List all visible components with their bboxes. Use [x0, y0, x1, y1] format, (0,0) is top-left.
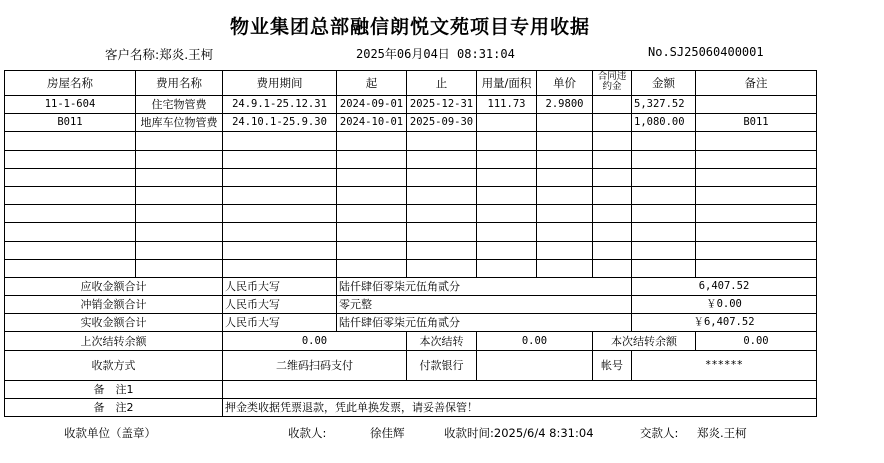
- note-cell: B011: [696, 114, 817, 132]
- column-header: 房屋名称: [5, 71, 136, 96]
- note1-label: 备 注1: [5, 380, 223, 398]
- received-amount: ￥6,407.52: [632, 314, 817, 332]
- empty-row: [5, 223, 817, 241]
- rmb-label: 人民币大写: [223, 314, 337, 332]
- table-row: [5, 114, 817, 132]
- collecting-unit-label: 收款单位（盖章）: [64, 426, 156, 440]
- column-header: 备注: [696, 71, 817, 96]
- room-cell: B011: [5, 114, 136, 132]
- start-cell: 2024-09-01: [337, 96, 407, 114]
- receipt-title: 物业集团总部融信朗悦文苑项目专用收据: [229, 16, 590, 38]
- note2-label: 备 注2: [5, 398, 223, 416]
- payment-bank-value: [477, 350, 593, 380]
- empty-row: [5, 168, 817, 186]
- this-balance-label: 本次结转余额: [593, 332, 696, 350]
- receivable-amount: 6,407.52: [632, 277, 817, 295]
- offset-chinese: 零元整: [337, 296, 632, 314]
- customer-name: 客户名称:郑炎.王柯: [105, 47, 214, 62]
- qty-cell: 111.73: [477, 96, 537, 114]
- price-cell: [537, 114, 593, 132]
- note2-value: 押金类收据凭票退款，凭此单换发票，请妥善保管！: [223, 398, 817, 416]
- fee-cell: 地库车位物管费: [136, 114, 223, 132]
- offset-amount: ￥0.00: [632, 296, 817, 314]
- payment-bank-label: 付款银行: [407, 350, 477, 380]
- last-balance-value: 0.00: [223, 332, 407, 350]
- end-cell: 2025-09-30: [407, 114, 477, 132]
- receivable-label: 应收金额合计: [5, 277, 223, 295]
- column-header: 用量/面积: [477, 71, 537, 96]
- receipt-datetime: 2025年06月04日 08:31:04: [356, 47, 515, 61]
- table-row: [5, 96, 817, 114]
- payment-method-label: 收款方式: [5, 350, 223, 380]
- payment-method-value: 二维码扫码支付: [223, 350, 407, 380]
- column-header: 起: [337, 71, 407, 96]
- empty-row: [5, 186, 817, 204]
- receivable-chinese: 陆仟肆佰零柒元伍角贰分: [337, 277, 632, 295]
- this-carry-value: 0.00: [477, 332, 593, 350]
- column-header: 止: [407, 71, 477, 96]
- this-carry-label: 本次结转: [407, 332, 477, 350]
- collection-time: 收款时间:2025/6/4 8:31:04: [444, 426, 594, 440]
- empty-row: [5, 132, 817, 150]
- table-header-row: [5, 71, 817, 96]
- column-header: 金额: [632, 71, 696, 96]
- empty-row: [5, 259, 817, 277]
- period-cell: 24.10.1-25.9.30: [223, 114, 337, 132]
- amount-cell: 5,327.52: [632, 96, 696, 114]
- payer-name: 郑炎.王柯: [697, 426, 747, 440]
- received-chinese: 陆仟肆佰零柒元伍角贰分: [337, 314, 632, 332]
- amount-cell: 1,080.00: [632, 114, 696, 132]
- penalty-cell: [593, 114, 632, 132]
- empty-row: [5, 150, 817, 168]
- total-row-offset: [5, 296, 817, 314]
- start-cell: 2024-10-01: [337, 114, 407, 132]
- payment-row: [5, 350, 817, 380]
- column-header: 费用名称: [136, 71, 223, 96]
- receipt-number: No.SJ25060400001: [648, 45, 764, 59]
- fee-cell: 住宅物管费: [136, 96, 223, 114]
- rmb-label: 人民币大写: [223, 277, 337, 295]
- this-balance-value: 0.00: [696, 332, 817, 350]
- column-header: 费用期间: [223, 71, 337, 96]
- received-label: 实收金额合计: [5, 314, 223, 332]
- account-label: 帐号: [593, 350, 632, 380]
- column-header-penalty: [593, 71, 632, 96]
- period-cell: 24.9.1-25.12.31: [223, 96, 337, 114]
- empty-row: [5, 241, 817, 259]
- column-header: 单价: [537, 71, 593, 96]
- account-value: ******: [632, 350, 817, 380]
- empty-row: [5, 205, 817, 223]
- note2-row: [5, 398, 817, 416]
- note-cell: [696, 96, 817, 114]
- receipt-table: [4, 70, 817, 417]
- price-cell: 2.9800: [537, 96, 593, 114]
- note1-row: [5, 380, 817, 398]
- payer-label: 交款人:: [640, 426, 679, 440]
- end-cell: 2025-12-31: [407, 96, 477, 114]
- last-balance-label: 上次结转余额: [5, 332, 223, 350]
- payee-label: 收款人:: [288, 426, 327, 440]
- note1-value: [223, 380, 817, 398]
- total-row-receivable: [5, 277, 817, 295]
- total-row-received: [5, 314, 817, 332]
- offset-label: 冲销金额合计: [5, 296, 223, 314]
- rmb-label: 人民币大写: [223, 296, 337, 314]
- column-header: 合同违约金: [597, 71, 627, 92]
- balance-row: [5, 332, 817, 350]
- qty-cell: [477, 114, 537, 132]
- penalty-cell: [593, 96, 632, 114]
- room-cell: 11-1-604: [5, 96, 136, 114]
- payee-name: 徐佳辉: [370, 426, 405, 440]
